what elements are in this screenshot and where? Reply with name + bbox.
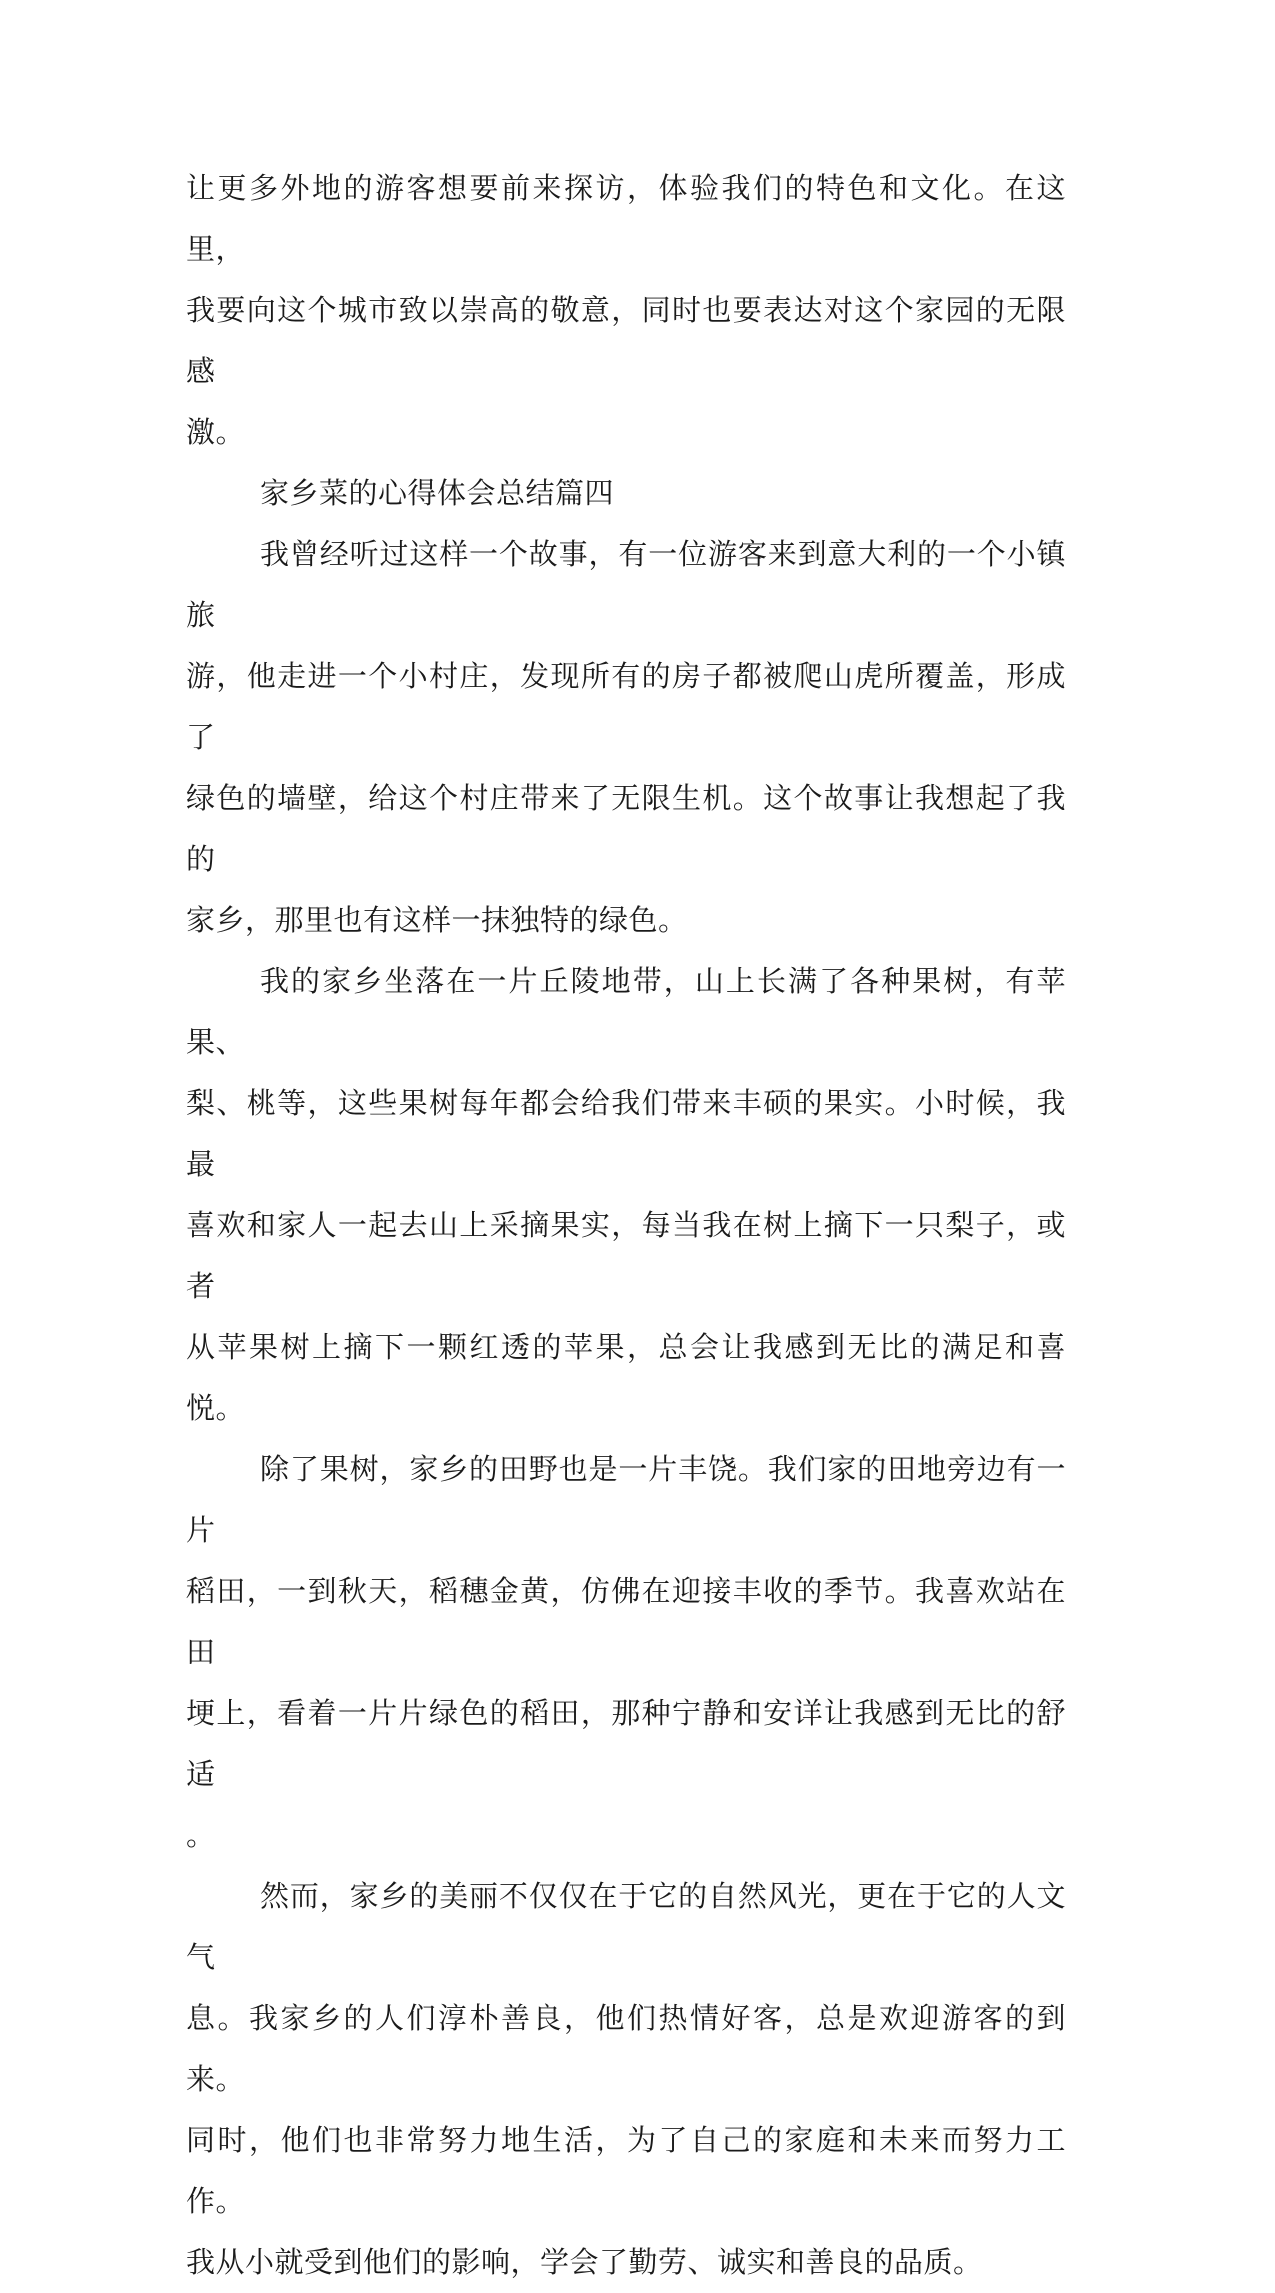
text-line: 我曾经听过这样一个故事，有一位游客来到意大利的一个小镇旅 xyxy=(186,537,1066,632)
paragraph xyxy=(186,951,1066,1439)
text-line: 喜欢和家人一起去山上采摘果实，每当我在树上摘下一只梨子，或者 xyxy=(186,1208,1066,1303)
document-body xyxy=(186,158,1066,2293)
text-line: 同时，他们也非常努力地生活，为了自己的家庭和未来而努力工作。 xyxy=(186,2123,1066,2218)
paragraph xyxy=(186,524,1066,951)
text-line: 除了果树，家乡的田野也是一片丰饶。我们家的田地旁边有一片 xyxy=(186,1452,1066,1547)
text-line: 息。我家乡的人们淳朴善良，他们热情好客，总是欢迎游客的到来。 xyxy=(186,2001,1066,2096)
section-heading xyxy=(186,463,1066,524)
text-line: 。 xyxy=(186,1818,216,1852)
text-line: 绿色的墙壁，给这个村庄带来了无限生机。这个故事让我想起了我的 xyxy=(186,781,1066,876)
text-line: 稻田，一到秋天，稻穗金黄，仿佛在迎接丰收的季节。我喜欢站在田 xyxy=(186,1574,1066,1669)
text-line: 让更多外地的游客想要前来探访，体验我们的特色和文化。在这里， xyxy=(186,171,1066,266)
text-line: 梨、桃等，这些果树每年都会给我们带来丰硕的果实。小时候，我最 xyxy=(186,1086,1066,1181)
text-line: 家乡，那里也有这样一抹独特的绿色。 xyxy=(186,903,688,937)
text-line: 我从小就受到他们的影响，学会了勤劳、诚实和善良的品质。 xyxy=(186,2245,983,2279)
paragraph xyxy=(186,1439,1066,1866)
text-line: 激。 xyxy=(186,415,246,449)
text-line: 游，他走进一个小村庄，发现所有的房子都被爬山虎所覆盖，形成了 xyxy=(186,659,1066,754)
text-line: 我的家乡坐落在一片丘陵地带，山上长满了各种果树，有苹果、 xyxy=(186,964,1066,1059)
text-line: 我要向这个城市致以崇高的敬意，同时也要表达对这个家园的无限感 xyxy=(186,293,1066,388)
paragraph xyxy=(186,1866,1066,2293)
text-line: 家乡菜的心得体会总结篇四 xyxy=(260,476,615,510)
text-line: 然而，家乡的美丽不仅仅在于它的自然风光，更在于它的人文气 xyxy=(186,1879,1066,1974)
text-line: 从苹果树上摘下一颗红透的苹果，总会让我感到无比的满足和喜悦。 xyxy=(186,1330,1066,1425)
text-line: 埂上，看着一片片绿色的稻田，那种宁静和安详让我感到无比的舒适 xyxy=(186,1696,1066,1791)
paragraph xyxy=(186,158,1066,463)
